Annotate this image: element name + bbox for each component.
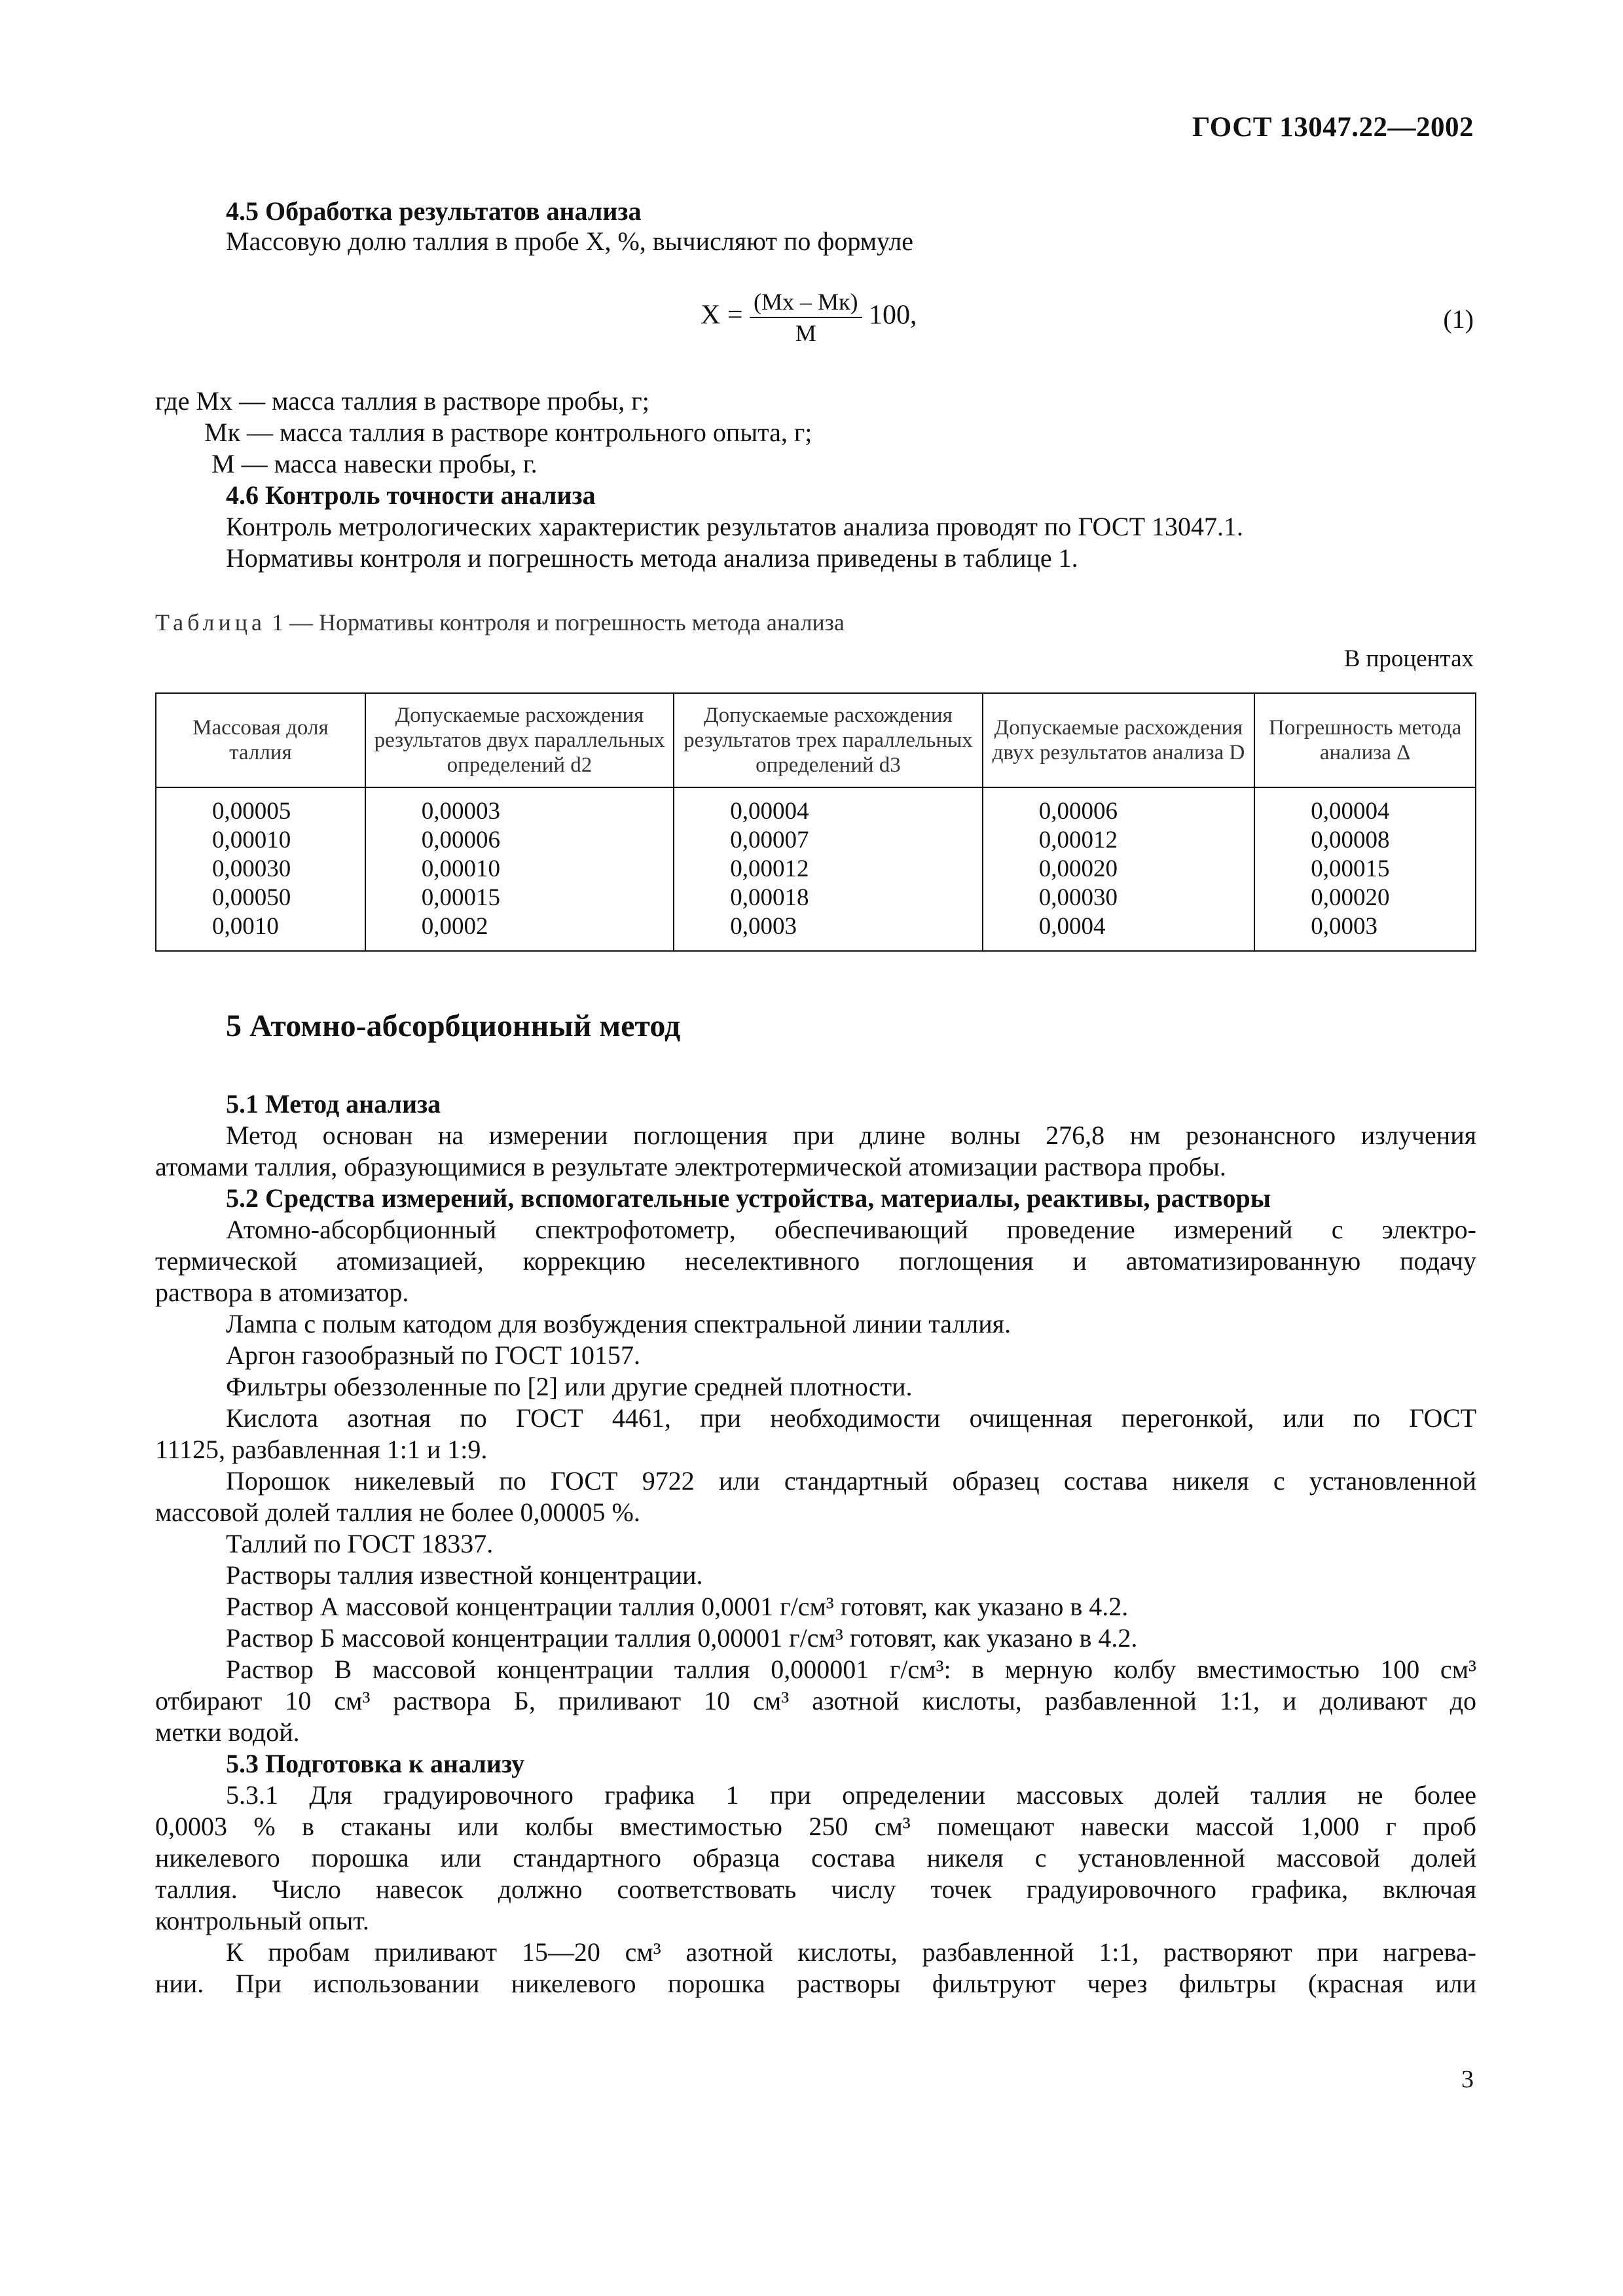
table-cell: 0,00006	[983, 787, 1255, 826]
table-cell: 0,00010	[156, 826, 365, 855]
table-cell: 0,00030	[983, 884, 1255, 912]
table-cell: 0,0003	[674, 912, 982, 951]
where-line-3: M — масса навески пробы, г.	[211, 449, 538, 478]
paragraph-line: Кислота азотная по ГОСТ 4461, при необходимости очищенная перегонкой, или по ГОСТ	[226, 1403, 1476, 1433]
paragraph-line: массовой долей таллия не более 0,00005 %.	[155, 1498, 640, 1527]
table-cell: 0,00020	[1254, 884, 1476, 912]
table-header-cell: Погрешность метода анализа Δ	[1254, 693, 1476, 787]
table-cell: 0,00012	[983, 826, 1255, 855]
table-cell: 0,0003	[1254, 912, 1476, 951]
table-cell: 0,00003	[365, 787, 674, 826]
formula-fraction	[750, 288, 862, 347]
table-cell: 0,0010	[156, 912, 365, 951]
paragraph-line: никелевого порошка или стандартного образца состава никеля с установленной массовой долей	[155, 1843, 1476, 1873]
section-4-6-p2: Нормативы контроля и погрешность метода анализа приведены в таблице 1.	[226, 543, 1078, 573]
paragraph-line: Аргон газообразный по ГОСТ 10157.	[226, 1340, 641, 1370]
section-5-1-heading: 5.1 Метод анализа	[226, 1089, 441, 1119]
formula-tail: 100,	[869, 300, 917, 331]
paragraph-line: 0,0003 % в стаканы или колбы вместимостью 250 см³ помещают навески массой 1,000 г проб	[155, 1812, 1476, 1841]
paragraph-line: нии. При использовании никелевого порошка растворы фильтруют через фильтры (красная или	[155, 1969, 1476, 1998]
table-header-row	[156, 693, 1476, 787]
paragraph-line: Раствор А массовой концентрации таллия 0,0001 г/см³ готовят, как указано в 4.2.	[226, 1592, 1129, 1621]
formula-numerator: (Mx – Mк)	[750, 288, 862, 318]
table-row	[156, 912, 1476, 951]
paragraph-line: Фильтры обеззоленные по [2] или другие средней плотности.	[226, 1372, 913, 1401]
formula-number: (1)	[1443, 304, 1474, 334]
table-cell: 0,00015	[1254, 855, 1476, 884]
section-4-5-heading: 4.5 Обработка результатов анализа	[226, 196, 642, 226]
table-row	[156, 826, 1476, 855]
section-5-2-heading: 5.2 Средства измерений, вспомогательные устройства, материалы, реактивы, растворы	[226, 1183, 1271, 1213]
table-header-cell: Допускаемые расхождения результатов двух параллельных определений d2	[365, 693, 674, 787]
table-row	[156, 855, 1476, 884]
paragraph-line: Лампа с полым катодом для возбуждения спектральной линии таллия.	[226, 1309, 1012, 1338]
table-cell: 0,00020	[983, 855, 1255, 884]
paragraph-line: 5.3.1 Для градуировочного графика 1 при определении массовых долей таллия не более	[226, 1780, 1476, 1810]
where-line-1: где Mx — масса таллия в растворе пробы, г;	[155, 386, 649, 416]
table-cell: 0,0002	[365, 912, 674, 951]
section-4-6-heading: 4.6 Контроль точности анализа	[226, 480, 596, 510]
paragraph-line: К пробам приливают 15—20 см³ азотной кислоты, разбавленной 1:1, растворяют при нагрева-	[226, 1937, 1476, 1967]
section-4-5-intro: Массовую долю таллия в пробе X, %, вычисляют по формуле	[226, 226, 913, 256]
table-cell: 0,00010	[365, 855, 674, 884]
paragraph-line: Раствор В массовой концентрации таллия 0,000001 г/см³: в мерную колбу вместимостью 100 см³	[226, 1655, 1476, 1684]
paragraph-line: Атомно-абсорбционный спектрофотометр, обеспечивающий проведение измерений с электро-	[226, 1215, 1476, 1244]
formula-lhs: X =	[701, 300, 743, 331]
paragraph-line: 11125, разбавленная 1:1 и 1:9.	[155, 1435, 488, 1464]
table-cell: 0,00030	[156, 855, 365, 884]
paragraph-line: атомами таллия, образующимися в результате электротермической атомизации раствора пробы.	[155, 1152, 1226, 1181]
paragraph-line: Таллий по ГОСТ 18337.	[226, 1529, 494, 1558]
table-units: В процентах	[1343, 645, 1474, 672]
paragraph-line: раствора в атомизатор.	[155, 1278, 409, 1307]
document-header: ГОСТ 13047.22—2002	[1192, 112, 1474, 143]
table-1	[155, 692, 1476, 952]
section-4-6-p1: Контроль метрологических характеристик результатов анализа проводят по ГОСТ 13047.1.	[226, 512, 1244, 541]
page-number: 3	[1461, 2066, 1474, 2093]
table-cell: 0,00015	[365, 884, 674, 912]
table-cell: 0,00006	[365, 826, 674, 855]
section-5-title: 5 Атомно-абсорбционный метод	[226, 1009, 681, 1043]
paragraph-line: метки водой.	[155, 1717, 300, 1747]
paragraph-line: отбирают 10 см³ раствора Б, приливают 10 см³ азотной кислоты, разбавленной 1:1, и доливают до	[155, 1686, 1476, 1715]
table-cell: 0,00007	[674, 826, 982, 855]
table-header-cell: Допускаемые расхождения двух результатов анализа D	[983, 693, 1255, 787]
paragraph-line: термической атомизацией, коррекцию неселективного поглощения и автоматизированную подачу	[155, 1246, 1476, 1276]
table-row	[156, 787, 1476, 826]
where-line-2: Mк — масса таллия в растворе контрольного опыта, г;	[204, 418, 812, 447]
table-cell: 0,00012	[674, 855, 982, 884]
paragraph-line: таллия. Число навесок должно соответствовать числу точек градуировочного графика, включая	[155, 1874, 1476, 1904]
table-row	[156, 884, 1476, 912]
formula-denominator: M	[795, 320, 816, 346]
paragraph-line: Порошок никелевый по ГОСТ 9722 или стандартный образец состава никеля с установленной	[226, 1466, 1476, 1496]
table-caption: Таблица 1 — Нормативы контроля и погрешность метода анализа	[155, 609, 845, 636]
formula-1	[701, 288, 917, 347]
table-header-cell: Массовая доля таллия	[156, 693, 365, 787]
table-cell: 0,0004	[983, 912, 1255, 951]
table-cell: 0,00004	[674, 787, 982, 826]
paragraph-line: контрольный опыт.	[155, 1906, 369, 1935]
table-cell: 0,00005	[156, 787, 365, 826]
paragraph-line: Метод основан на измерении поглощения при длине волны 276,8 нм резонансного излучения	[226, 1121, 1476, 1150]
paragraph-line: Растворы таллия известной концентрации.	[226, 1560, 703, 1590]
table-cell: 0,00050	[156, 884, 365, 912]
table-cell: 0,00008	[1254, 826, 1476, 855]
paragraph-line: Раствор Б массовой концентрации таллия 0,00001 г/см³ готовят, как указано в 4.2.	[226, 1623, 1138, 1653]
table-cell: 0,00018	[674, 884, 982, 912]
section-5-3-heading: 5.3 Подготовка к анализу	[226, 1749, 525, 1778]
table-header-cell: Допускаемые расхождения результатов трех параллельных определений d3	[674, 693, 982, 787]
table-cell: 0,00004	[1254, 787, 1476, 826]
